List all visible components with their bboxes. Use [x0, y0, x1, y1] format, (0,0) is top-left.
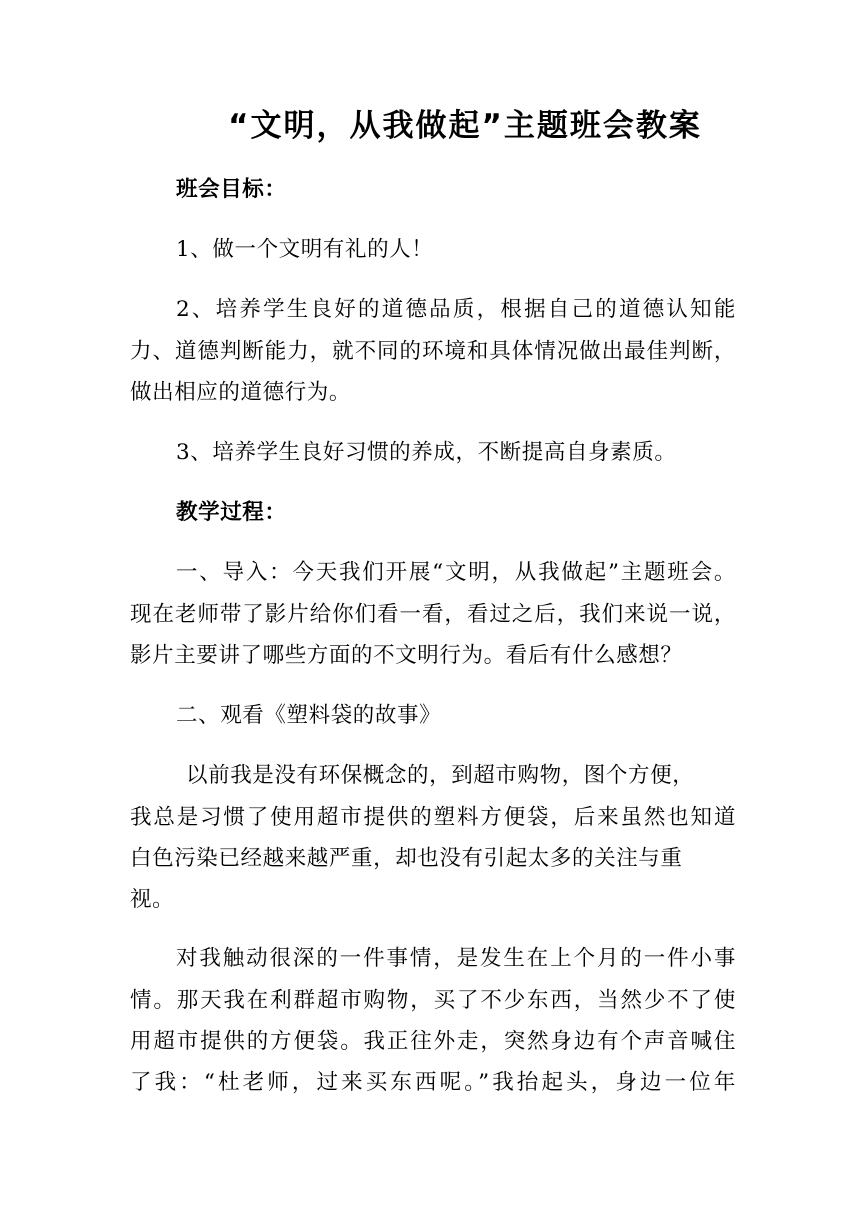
section-heading-process: 教学过程： [176, 500, 287, 525]
paragraph-line: 做出相应的道德行为。 [130, 380, 352, 405]
document-title: “文明，从我做起”主题班会教案 [228, 108, 702, 144]
paragraph-line: 以前我是没有环保概念的，到超市购物，图个方便， [186, 763, 695, 788]
section-heading-goals: 班会目标： [176, 177, 287, 202]
paragraph-line: 2、培养学生良好的道德品质，根据自己的道德认知能 [176, 297, 736, 322]
paragraph-line: 了我：“杜老师，过来买东西呢。”我抬起头，身边一位年 [130, 1070, 736, 1095]
paragraph-line: 用超市提供的方便袋。我正往外走，突然身边有个声音喊住 [130, 1029, 736, 1054]
paragraph-line: 视。 [130, 887, 175, 912]
paragraph-line: 3、培养学生良好习惯的养成，不断提高自身素质。 [176, 440, 677, 465]
paragraph-line: 影片主要讲了哪些方面的不文明行为。看后有什么感想？ [130, 643, 683, 668]
paragraph-line: 1、做一个文明有礼的人！ [176, 237, 434, 262]
paragraph-line: 现在老师带了影片给你们看一看，看过之后，我们来说一说， [130, 602, 736, 627]
paragraph-line: 情。那天我在利群超市购物，买了不少东西，当然少不了使 [130, 988, 736, 1013]
paragraph-line: 二、观看《塑料袋的故事》 [176, 703, 442, 728]
paragraph-line: 对我触动很深的一件事情，是发生在上个月的一件小事 [176, 946, 736, 971]
paragraph-line: 我总是习惯了使用超市提供的塑料方便袋，后来虽然也知道 [130, 805, 736, 830]
paragraph-line: 力、道德判断能力，就不同的环境和具体情况做出最佳判断， [130, 339, 736, 364]
paragraph-line: 白色污染已经越来越严重，却也没有引起太多的关注与重 [130, 846, 683, 871]
paragraph-line: 一、导入：今天我们开展“文明，从我做起”主题班会。 [176, 560, 736, 585]
